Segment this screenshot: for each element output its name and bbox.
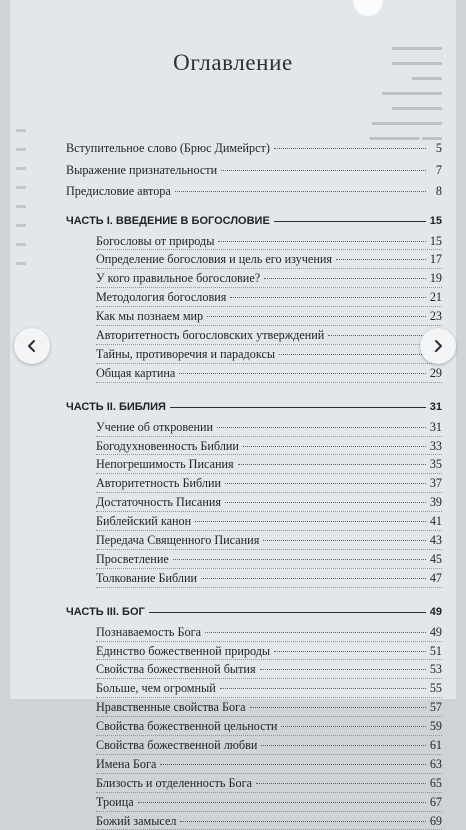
toc-chapter-entry-page: 45: [429, 551, 442, 566]
bleed-through-numbers: ▬ ▬ ▬ ▬ ▬ ▬ ▬ ▬: [16, 124, 26, 268]
toc-chapter-entry: [66, 679, 442, 698]
toc-chapter-entry-title: Авторитетность Библии: [96, 476, 221, 491]
leader-dots: [261, 745, 426, 746]
toc-chapter-entry-title: Нравственные свойства Бога: [96, 700, 246, 715]
toc-intro-entry-page: 8: [435, 184, 442, 198]
toc-chapter-entry-title: Достаточность Писания: [96, 495, 221, 510]
leader-dots: [250, 707, 427, 708]
toc-chapter-entry-page: 43: [429, 532, 442, 547]
toc-chapter-entry: [66, 437, 442, 456]
chevron-left-icon: [25, 339, 39, 353]
toc-chapter-entry-title: Богодухновенность Библии: [96, 438, 239, 453]
toc-chapter-entry: [66, 660, 442, 679]
toc-chapter-entry-page: 51: [429, 643, 442, 658]
leader-dots: [328, 335, 426, 336]
toc-intro-entry-title: Выражение признательности: [66, 162, 218, 177]
toc-chapter-entry-title: Общая картина: [96, 365, 176, 380]
toc-chapter-entry-page: 55: [429, 681, 442, 696]
leader-dots: [281, 726, 426, 727]
next-button[interactable]: [420, 328, 456, 364]
toc-chapter-entry-title: Толкование Библии: [96, 570, 197, 585]
toc-chapter-entry: [66, 812, 442, 830]
toc-chapter-entry-page: 57: [429, 700, 442, 715]
toc-chapter-entry: [66, 326, 442, 345]
toc-part-heading-title: ЧАСТЬ I. ВВЕДЕНИЕ В БОГОСЛОВИЕ: [66, 214, 270, 227]
toc-chapter-entry-page: 15: [429, 233, 442, 248]
toc-chapter-entry-title: Божий замысел: [96, 813, 177, 828]
toc-intro-entry: [66, 181, 442, 203]
leader-dots: [170, 407, 426, 408]
toc-chapter-entry-title: Богословы от природы: [96, 233, 215, 248]
leader-dots: [195, 521, 426, 522]
toc-chapter-entry-page: 37: [429, 476, 442, 491]
toc-chapter-entry: [66, 232, 442, 251]
toc-chapter-entry: [66, 755, 442, 774]
toc-chapter-entry-page: 19: [429, 271, 442, 286]
toc-chapter-entry-title: Свойства божественной цельности: [96, 719, 278, 734]
toc-chapter-entry-page: 31: [429, 419, 442, 434]
toc-chapter-entry: [66, 512, 442, 531]
corner-highlight: [353, 0, 383, 16]
chevron-right-icon: [431, 339, 445, 353]
bleed-through-text: ▬▬▬▬▬ ▬▬▬▬▬ ▬▬▬ ▬▬▬▬▬▬ ▬▬▬▬▬ ▬▬▬▬▬▬▬ ▬▬▬▬▬ ▬▬: [369, 42, 442, 143]
leader-dots: [225, 502, 426, 503]
toc-chapter-entry-title: Определение богословия и цель его изучения: [96, 252, 332, 267]
toc-chapter-entry-title: Непогрешимость Писания: [96, 457, 234, 472]
toc-chapter-entry-page: 21: [429, 290, 442, 305]
toc-part-heading-page: 15: [429, 214, 442, 227]
leader-dots: [205, 632, 426, 633]
toc-intro-entry-page: 5: [435, 141, 442, 155]
table-of-contents: [66, 138, 442, 830]
leader-dots: [260, 669, 426, 670]
toc-chapter-entry-page: 63: [429, 756, 442, 771]
leader-dots: [218, 241, 426, 242]
toc-chapter-entry-title: Свойства божественной любви: [96, 737, 258, 752]
toc-chapter-entry: [66, 531, 442, 550]
toc-chapter-entry-page: 69: [429, 813, 442, 828]
toc-chapter-entry-title: Передача Священного Писания: [96, 532, 260, 547]
toc-chapter-entry: [66, 736, 442, 755]
toc-chapter-entry: [66, 474, 442, 493]
toc-chapter-entry: [66, 550, 442, 569]
toc-intro-entry-page: 7: [435, 162, 442, 177]
toc-chapter-entry: [66, 493, 442, 512]
leader-dots: [201, 578, 426, 579]
toc-part-heading: [66, 601, 442, 623]
toc-part-heading: [66, 210, 442, 232]
toc-chapter-entry-page: 35: [429, 457, 442, 472]
leader-dots: [180, 821, 426, 822]
toc-chapter-entry: [66, 418, 442, 437]
leader-dots: [256, 783, 426, 784]
leader-dots: [230, 297, 426, 298]
leader-dots: [160, 764, 426, 765]
leader-dots: [138, 802, 426, 803]
leader-dots: [149, 612, 426, 613]
leader-dots: [207, 316, 426, 317]
leader-dots: [220, 688, 426, 689]
toc-chapter-entry: [66, 307, 442, 326]
toc-chapter-entry-title: Учение об откровении: [96, 419, 214, 434]
page-title: Оглавление: [173, 50, 293, 75]
leader-dots: [279, 354, 426, 355]
toc-chapter-entry-title: Методология богословия: [96, 290, 227, 305]
leader-dots: [217, 427, 426, 428]
toc-chapter-entry: [66, 774, 442, 793]
leader-dots: [263, 540, 426, 541]
toc-chapter-entry-page: 39: [429, 495, 442, 510]
toc-part-heading-page: 31: [429, 400, 442, 413]
toc-chapter-entry: [66, 455, 442, 474]
toc-chapter-entry: [66, 717, 442, 736]
leader-dots: [264, 278, 426, 279]
toc-chapter-entry: [66, 288, 442, 307]
toc-chapter-entry: [66, 698, 442, 717]
toc-chapter-entry-page: 59: [429, 719, 442, 734]
toc-chapter-entry-page: 33: [429, 438, 442, 453]
toc-chapter-entry-title: Имена Бога: [96, 756, 157, 771]
toc-chapter-entry-title: У кого правильное богословие?: [96, 271, 261, 286]
toc-chapter-entry-page: 65: [429, 775, 442, 790]
toc-chapter-entry-title: Тайны, противоречия и парадоксы: [96, 346, 276, 361]
toc-chapter-entry-title: Библейский канон: [96, 514, 192, 529]
previous-button[interactable]: [14, 328, 50, 364]
toc-intro-entry: [66, 138, 442, 160]
toc-chapter-entry-page: 49: [429, 624, 442, 639]
leader-dots: [274, 221, 426, 222]
leader-dots: [175, 191, 426, 192]
toc-chapter-entry: [66, 642, 442, 661]
toc-chapter-entry: [66, 250, 442, 269]
toc-chapter-entry-page: 67: [429, 794, 442, 809]
toc-chapter-entry-page: 29: [429, 365, 442, 380]
toc-chapter-entry-page: 41: [429, 514, 442, 529]
toc-chapter-entry-page: 23: [429, 309, 442, 324]
leader-dots: [274, 148, 426, 149]
toc-chapter-entry: [66, 345, 442, 364]
toc-chapter-entry-title: Познаваемость Бога: [96, 624, 202, 639]
toc-intro-entry-title: Вступительное слово (Брюс Димейрст): [66, 141, 270, 155]
toc-chapter-entry-title: Просветление: [96, 551, 169, 566]
toc-chapter-entry-title: Троица: [96, 794, 134, 809]
leader-dots: [179, 373, 426, 374]
book-page: [10, 0, 456, 828]
toc-chapter-entry-title: Близость и отделенность Бога: [96, 775, 252, 790]
toc-intro-entry-title: Предисловие автора: [66, 184, 171, 198]
toc-chapter-entry-title: Свойства божественной бытия: [96, 662, 256, 677]
toc-chapter-entry-title: Единство божественной природы: [96, 643, 271, 658]
leader-dots: [173, 559, 426, 560]
toc-intro-entry: [66, 160, 442, 182]
toc-chapter-entry-page: 53: [429, 662, 442, 677]
toc-chapter-entry-title: Авторитетность богословских утверждений: [96, 327, 325, 342]
toc-chapter-entry: [66, 569, 442, 588]
toc-chapter-entry-title: Как мы познаем мир: [96, 309, 204, 324]
toc-part-heading-title: ЧАСТЬ II. БИБЛИЯ: [66, 400, 166, 413]
toc-chapter-entry-page: 47: [429, 570, 442, 585]
leader-dots: [336, 259, 426, 260]
leader-dots: [238, 464, 426, 465]
leader-dots: [274, 651, 426, 652]
toc-chapter-entry: [66, 364, 442, 383]
toc-part-heading-page: 49: [429, 605, 442, 618]
toc-chapter-entry-page: 17: [429, 252, 442, 267]
toc-part-heading-title: ЧАСТЬ III. БОГ: [66, 605, 145, 618]
toc-chapter-entry-title: Больше, чем огромный: [96, 681, 216, 696]
toc-chapter-entry: [66, 623, 442, 642]
toc-part-heading: [66, 396, 442, 418]
toc-chapter-entry: [66, 269, 442, 288]
toc-chapter-entry-page: 61: [429, 737, 442, 752]
toc-chapter-entry: [66, 793, 442, 812]
leader-dots: [225, 483, 426, 484]
leader-dots: [243, 446, 426, 447]
leader-dots: [221, 170, 426, 171]
